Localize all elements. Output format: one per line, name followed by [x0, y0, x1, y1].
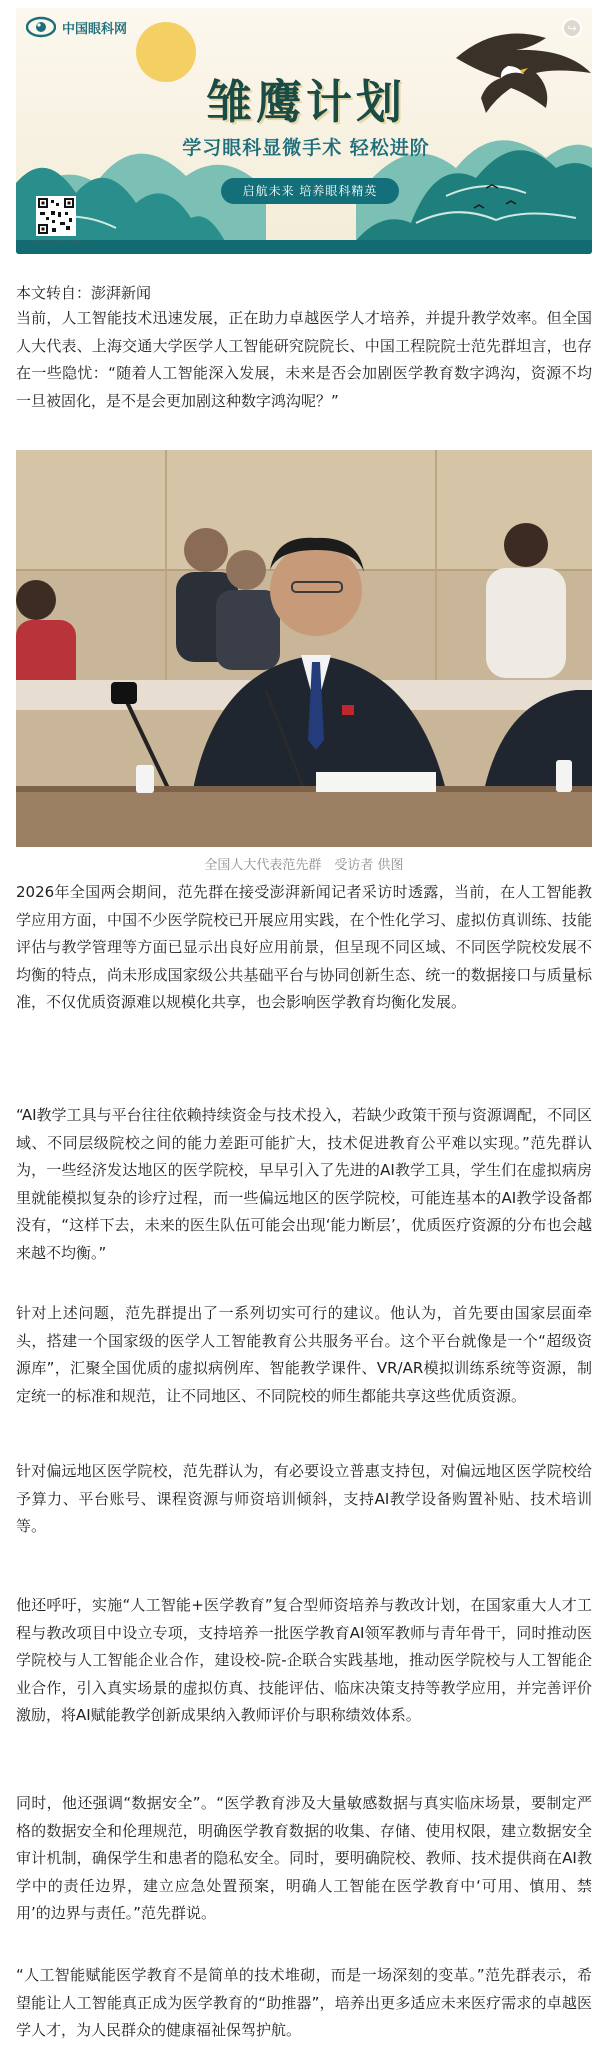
article-paragraph: 2026年全国两会期间，范先群在接受澎湃新闻记者采访时透露，当前，在人工智能教学应用方面，中国不少医学院校已开展应用实践，在个性化学习、虚拟仿真训练、技能评估与教学管理等方面已显示出良好应用前景，但呈现不同区域、不同医学院校发展不均衡的特点，尚未形成国家级公共基础平台与协同创新生态、统一的数据接口与质量标准，不仅优质资源难以规模化共享，也会影响医学教育均衡化发展。 — [16, 883, 592, 1011]
article-paragraph: “AI教学工具与平台往往依赖持续资金与技术投入，若缺少政策干预与资源调配，不同区域、不同层级院校之间的能力差距可能扩大，技术促进教育公平难以实现。”范先群认为，一些经济发达地区的医学院校，早早引入了先进的AI教学工具，学生们在虚拟病房里就能模拟复杂的诊疗过程，而一些偏远地区的医学院校，可能连基本的AI教学设备都没有，“这样下去，未来的医生队伍可能会出现‘能力断层’，优质医疗资源的分布也会越来越不均衡。” — [16, 1106, 592, 1262]
qr-caption: TELLING OCULOSCOPE — [32, 240, 84, 245]
promo-banner[interactable] — [16, 8, 592, 254]
logo-text: 中国眼科网 — [62, 21, 128, 37]
press-conference-photo — [16, 450, 592, 847]
article-source: 本文转自：澎湃新闻 — [16, 284, 152, 302]
article-paragraph: 当前，人工智能技术迅速发展，正在助力卓越医学人才培养，并提升教学效率。但全国人大代表、上海交通大学医学人工智能研究院院长、中国工程院院士范先群坦言，也存在一些隐忧：“随着人工智能深入发展，未来是否会加剧医学教育数字鸿沟，资源不均一旦被固化，是不是会更加剧这种数字鸿沟呢？” — [16, 309, 592, 410]
article-paragraph: 针对偏远地区医学院校，范先群认为，有必要设立普惠支持包，对偏远地区医学院校给予算力、平台账号、课程资源与师资培训倾斜，支持AI教学设备购置补贴、技术培训等。 — [16, 1462, 592, 1535]
qr-code-icon — [36, 196, 76, 236]
share-icon[interactable]: ↪ — [562, 18, 582, 38]
photo-caption: 全国人大代表范先群 受访者 供图 — [204, 858, 404, 873]
banner-slogan: 启航未来 培养眼科精英 — [221, 178, 399, 204]
article-paragraph: 他还呼吁，实施“人工智能+医学教育”复合型师资培养与教改计划，在国家重大人才工程与教改项目中设立专项，支持培养一批医学教育AI领军教师与青年骨干，同时推动医学院校与人工智能企业合作，建设校-院-企联合实践基地，推动医学院校与人工智能企业合作，引入真实场景的虚拟仿真、技能评估、临床决策支持等教学应用，并完善评价激励，将AI赋能教学创新成果纳入教师评价与职称绩效体系。 — [16, 1596, 592, 1724]
article-paragraph: 针对上述问题，范先群提出了一系列切实可行的建议。他认为，首先要由国家层面牵头，搭建一个国家级的医学人工智能教育公共服务平台。这个平台就像是一个“超级资源库”，汇聚全国优质的虚拟病例库、智能教学课件、VR/AR模拟训练系统等资源，制定统一的标准和规范，让不同地区、不同院校的师生都能共享这些优质资源。 — [16, 1304, 592, 1405]
article-paragraph: 同时，他还强调“数据安全”。“医学教育涉及大量敏感数据与真实临床场景，要制定严格的数据安全和伦理规范，明确医学教育数据的收集、存储、使用权限，建立数据安全审计机制，确保学生和患者的隐私安全。同时，要明确院校、教师、技术提供商在AI教学中的责任边界，建立应急处置预案，明确人工智能在医学教育中‘可用、慎用、禁用’的边界与责任。”范先群说。 — [16, 1794, 592, 1922]
banner-title: 雏鹰计划 — [206, 75, 406, 129]
site-logo[interactable] — [26, 16, 127, 38]
eagle-illustration — [456, 34, 591, 114]
article-paragraph: “人工智能赋能医学教育不是简单的技术堆砌，而是一场深刻的变革。”范先群表示，希望能让人工智能真正成为医学教育的“助推器”，培养出更多适应未来医疗需求的卓越医学人才，为人民群众的健康福祉保驾护航。 — [16, 1966, 592, 2039]
banner-subtitle: 学习眼科显微手术 轻松进阶 — [182, 137, 430, 159]
eye-logo-icon — [26, 16, 56, 38]
